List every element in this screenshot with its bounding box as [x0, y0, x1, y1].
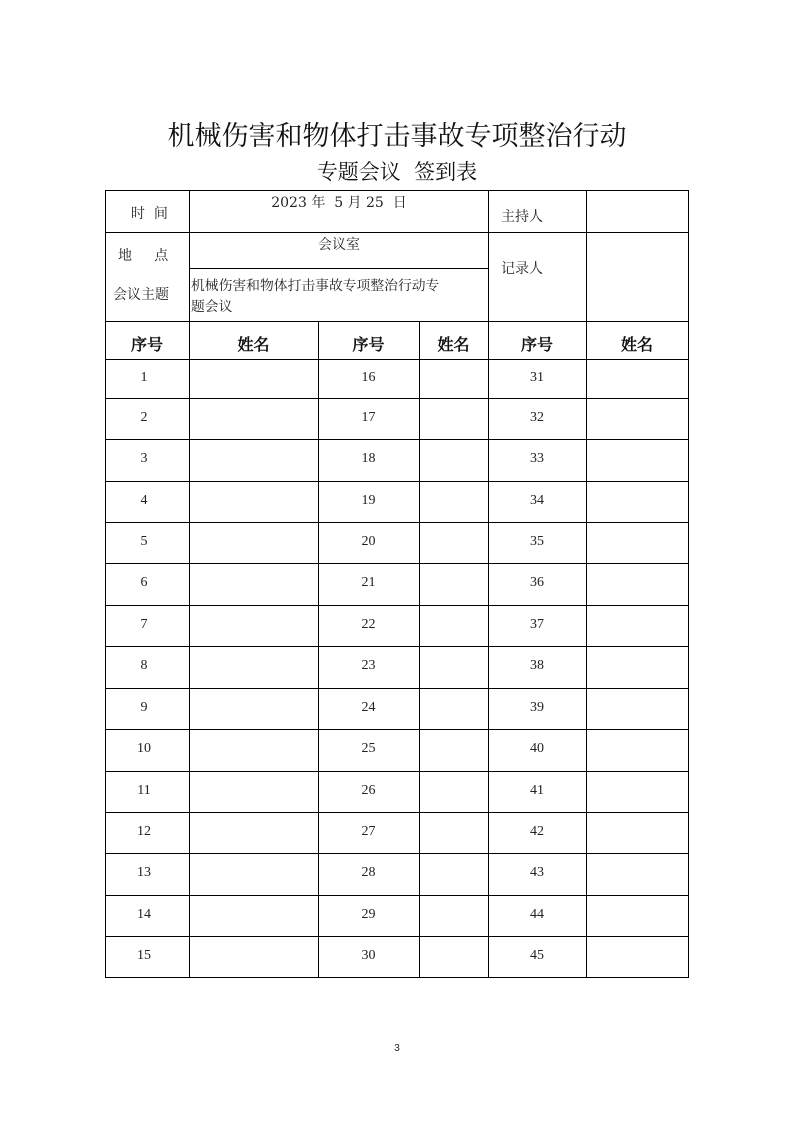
- name-cell[interactable]: [419, 948, 488, 966]
- index-cell: 3: [140, 451, 148, 466]
- index-cell: 16: [361, 370, 376, 385]
- index-cell: 28: [361, 865, 376, 880]
- name-cell[interactable]: [189, 658, 318, 676]
- index-cell: 29: [361, 907, 376, 922]
- row-divider: [105, 853, 689, 854]
- name-cell[interactable]: [189, 824, 318, 842]
- name-cell[interactable]: [586, 370, 688, 388]
- index-cell: 34: [530, 493, 544, 508]
- name-cell[interactable]: [586, 824, 688, 842]
- index-cell: 33: [530, 451, 544, 466]
- name-cell[interactable]: [419, 575, 488, 593]
- index-cell: 21: [361, 575, 376, 590]
- header-index: 序号: [352, 335, 385, 354]
- index-cell: 23: [361, 658, 376, 673]
- index-cell: 39: [530, 700, 544, 715]
- name-cell[interactable]: [586, 617, 688, 635]
- name-cell[interactable]: [586, 948, 688, 966]
- topic-value-line2[interactable]: 题会议: [191, 299, 233, 315]
- index-cell: 18: [361, 451, 376, 466]
- topic-value-line1[interactable]: 机械伤害和物体打击事故专项整治行动专: [191, 278, 440, 294]
- index-cell: 36: [530, 575, 544, 590]
- name-cell[interactable]: [586, 783, 688, 801]
- place-label: 地 点: [118, 248, 169, 264]
- row-divider: [105, 646, 689, 647]
- header-name: 姓名: [237, 335, 270, 354]
- index-cell: 6: [140, 575, 148, 590]
- name-cell[interactable]: [419, 451, 488, 469]
- index-cell: 43: [530, 865, 544, 880]
- name-cell[interactable]: [419, 741, 488, 759]
- index-cell: 30: [361, 948, 376, 963]
- host-value[interactable]: [590, 206, 685, 226]
- divider: [105, 232, 689, 233]
- row-divider: [105, 936, 689, 937]
- name-cell[interactable]: [189, 451, 318, 469]
- index-cell: 27: [361, 824, 376, 839]
- index-cell: 1: [140, 370, 148, 385]
- divider: [586, 190, 587, 322]
- index-cell: 44: [530, 907, 544, 922]
- index-cell: 5: [140, 534, 148, 549]
- index-cell: 2: [140, 410, 148, 425]
- name-cell[interactable]: [419, 410, 488, 428]
- divider: [105, 321, 689, 322]
- index-cell: 45: [530, 948, 544, 963]
- index-cell: 35: [530, 534, 544, 549]
- name-cell[interactable]: [189, 865, 318, 883]
- header-name: 姓名: [620, 335, 653, 354]
- name-cell[interactable]: [419, 907, 488, 925]
- index-cell: 26: [361, 783, 376, 798]
- table-border-bottom: [105, 977, 689, 978]
- index-cell: 31: [530, 370, 544, 385]
- name-cell[interactable]: [586, 907, 688, 925]
- name-cell[interactable]: [189, 700, 318, 718]
- place-value[interactable]: 会议室: [318, 237, 360, 253]
- index-cell: 38: [530, 658, 544, 673]
- header-index: 序号: [520, 335, 553, 354]
- divider: [488, 190, 489, 322]
- index-cell: 14: [137, 907, 151, 922]
- divider: [189, 268, 489, 269]
- row-divider: [105, 729, 689, 730]
- name-cell[interactable]: [189, 493, 318, 511]
- recorder-value[interactable]: [590, 258, 685, 278]
- index-cell: 8: [140, 658, 148, 673]
- index-cell: 41: [530, 783, 544, 798]
- row-divider: [105, 481, 689, 482]
- host-label: 主持人: [501, 209, 543, 225]
- name-cell[interactable]: [586, 865, 688, 883]
- table-border-top: [105, 190, 689, 191]
- index-cell: 9: [140, 700, 148, 715]
- row-divider: [105, 688, 689, 689]
- document-title: 机械伤害和物体打击事故专项整治行动: [167, 121, 627, 152]
- name-cell[interactable]: [586, 451, 688, 469]
- header-index: 序号: [130, 335, 163, 354]
- index-cell: 13: [137, 865, 151, 880]
- row-divider: [105, 605, 689, 606]
- name-cell[interactable]: [586, 741, 688, 759]
- index-cell: 24: [361, 700, 376, 715]
- row-divider: [105, 522, 689, 523]
- index-cell: 10: [137, 741, 151, 756]
- index-cell: 20: [361, 534, 376, 549]
- index-cell: 17: [361, 410, 376, 425]
- row-divider: [105, 398, 689, 399]
- index-cell: 42: [530, 824, 544, 839]
- name-cell[interactable]: [586, 493, 688, 511]
- index-cell: 12: [137, 824, 151, 839]
- page-number: 3: [394, 1043, 400, 1054]
- name-cell[interactable]: [586, 575, 688, 593]
- name-cell[interactable]: [419, 370, 488, 388]
- row-divider: [105, 812, 689, 813]
- name-cell[interactable]: [189, 741, 318, 759]
- header-name: 姓名: [437, 335, 470, 354]
- name-cell[interactable]: [586, 658, 688, 676]
- name-cell[interactable]: [189, 410, 318, 428]
- index-cell: 32: [530, 410, 544, 425]
- name-cell[interactable]: [419, 865, 488, 883]
- index-cell: 40: [530, 741, 544, 756]
- row-divider: [105, 563, 689, 564]
- name-cell[interactable]: [419, 700, 488, 718]
- topic-label: 会议主题: [113, 287, 169, 303]
- index-cell: 4: [140, 493, 148, 508]
- name-cell[interactable]: [189, 783, 318, 801]
- index-cell: 15: [137, 948, 151, 963]
- row-divider: [105, 439, 689, 440]
- name-cell[interactable]: [419, 493, 488, 511]
- name-cell[interactable]: [419, 783, 488, 801]
- name-cell[interactable]: [189, 907, 318, 925]
- name-cell[interactable]: [189, 948, 318, 966]
- recorder-label: 记录人: [501, 261, 543, 277]
- index-cell: 22: [361, 617, 376, 632]
- row-divider: [105, 359, 689, 360]
- name-cell[interactable]: [419, 617, 488, 635]
- name-cell[interactable]: [419, 658, 488, 676]
- row-divider: [105, 771, 689, 772]
- name-cell[interactable]: [189, 534, 318, 552]
- index-cell: 11: [137, 783, 151, 798]
- table-border-right: [688, 190, 689, 978]
- time-label: 时 间: [131, 206, 168, 222]
- name-cell[interactable]: [189, 617, 318, 635]
- index-cell: 19: [361, 493, 376, 508]
- time-value[interactable]: 2023 年 5 月 25 日: [271, 195, 407, 211]
- name-cell[interactable]: [586, 534, 688, 552]
- name-cell[interactable]: [586, 700, 688, 718]
- row-divider: [105, 895, 689, 896]
- index-cell: 7: [140, 617, 148, 632]
- name-cell[interactable]: [189, 575, 318, 593]
- document-subtitle: 专题会议 签到表: [316, 160, 478, 184]
- name-cell[interactable]: [419, 534, 488, 552]
- index-cell: 25: [361, 741, 376, 756]
- name-cell[interactable]: [586, 410, 688, 428]
- name-cell[interactable]: [189, 370, 318, 388]
- name-cell[interactable]: [419, 824, 488, 842]
- index-cell: 37: [530, 617, 544, 632]
